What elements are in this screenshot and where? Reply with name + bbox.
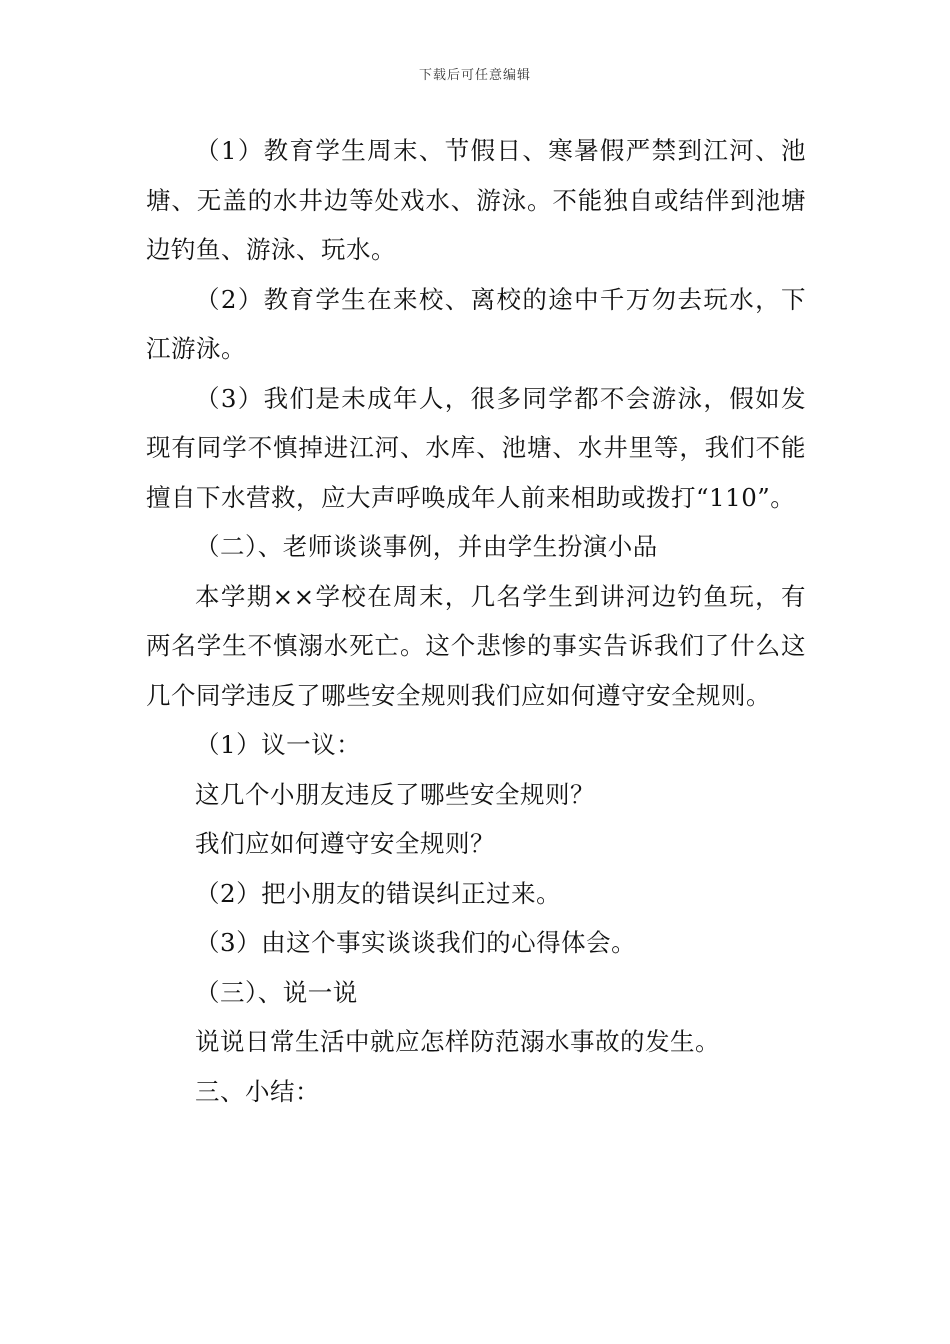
paragraph-safety-rule-3: （3）我们是未成年人，很多同学都不会游泳，假如发现有同学不慎掉进江河、水库、池塘、水井里等，我们不能擅自下水营救，应大声呼唤成年人前来相助或拨打“110”。 [146,383,806,512]
discussion-item-2: （2）把小朋友的错误纠正过来。 [195,878,562,908]
paragraph-safety-rule-1: （1）教育学生周末、节假日、寒暑假严禁到江河、池塘、无盖的水井边等处戏水、游泳。不能独自或结伴到池塘边钓鱼、游泳、玩水。 [146,136,806,264]
discussion-item-3: （3）由这个事实谈谈我们的心得体会。 [195,928,637,957]
document-body [146,126,806,1116]
discussion-question-1: 这几个小朋友违反了哪些安全规则？ [195,779,595,809]
discussion-question-2: 我们应如何遵守安全规则？ [195,829,495,858]
paragraph-safety-rule-2: （2）教育学生在来校、离校的途中千万勿去玩水，下江游泳。 [146,284,806,363]
section-heading-summary: 三、小结： [195,1076,320,1106]
page-header: 下载后可任意编辑 [418,68,531,83]
paragraph-case-story: 本学期××学校在周末，几名学生到讲河边钓鱼玩，有两名学生不慎溺水死亡。这个悲惨的事实告诉我们了什么这几个同学违反了哪些安全规则我们应如何遵守安全规则。 [146,581,806,710]
section-heading-3: （三）、说一说 [195,977,358,1007]
discussion-item-1: （1）议一议： [195,730,362,759]
paragraph-prevention: 说说日常生活中就应怎样防范溺水事故的发生。 [195,1027,720,1056]
section-heading-2: （二）、老师谈谈事例，并由学生扮演小品 [195,532,658,561]
